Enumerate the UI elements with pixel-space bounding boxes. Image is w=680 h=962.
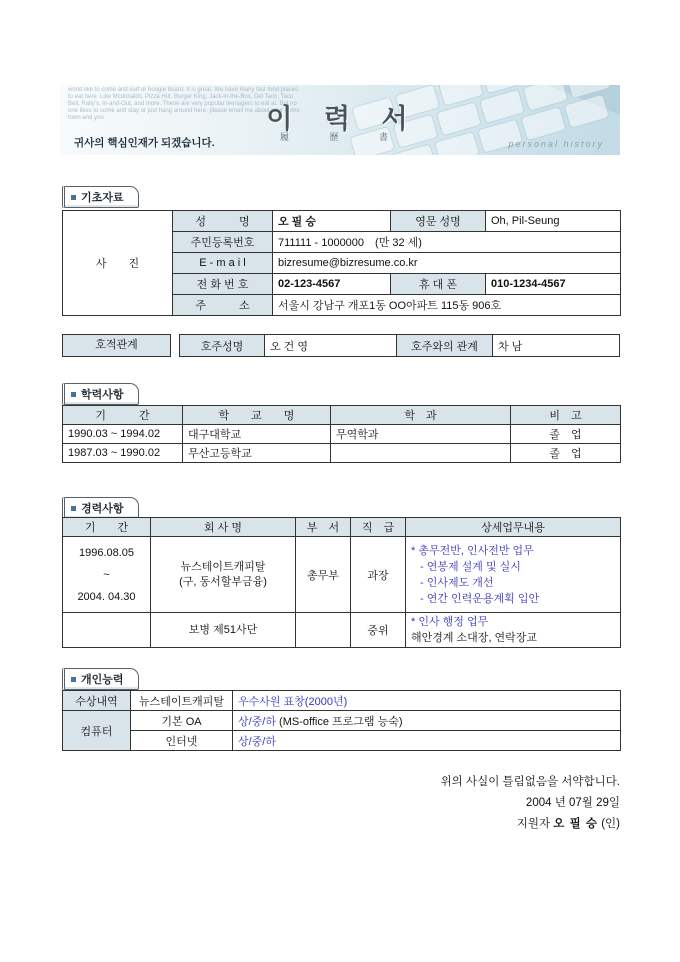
table-row — [180, 335, 620, 357]
career-period-line: ~ — [103, 568, 110, 581]
rrn-value: 711111 - 1000000 (만 32 세) — [273, 232, 621, 253]
table-row — [63, 444, 621, 463]
banner-slogan: 귀사의 핵심인재가 되겠습니다. — [74, 137, 215, 149]
edu-header-period: 기 간 — [63, 406, 183, 425]
career-period-line: 1996.08.05 — [78, 546, 135, 559]
resume-title: 이 력 서 — [266, 104, 414, 134]
resume-title-hanja: 履 歷 書 — [279, 132, 400, 142]
edu-header-note: 비 고 — [511, 406, 621, 425]
date-text: 2004 년 07월 29일 — [525, 797, 620, 809]
career-header-period: 기 간 — [63, 518, 151, 537]
table-row — [63, 537, 621, 613]
edu-major — [331, 444, 511, 463]
family-register-row — [62, 334, 620, 357]
bullet-icon — [71, 506, 76, 511]
career-detail — [406, 613, 621, 648]
edu-period: 1987.03 ~ 1990.02 — [63, 444, 183, 463]
edu-note: 졸 업 — [511, 444, 621, 463]
eng-name-label: 영문 성명 — [391, 211, 486, 232]
career-header-dept: 부 서 — [296, 518, 351, 537]
award-org: 뉴스테이트캐피탈 — [131, 691, 233, 711]
career-header-detail: 상세업무내용 — [406, 518, 621, 537]
phone-value: 02-123-4567 — [273, 274, 391, 295]
career-company — [151, 613, 296, 648]
career-detail-line: - 연간 인력운용계획 입안 — [420, 592, 540, 605]
edu-school: 무산고등학교 — [183, 444, 331, 463]
mobile-label: 휴 대 폰 — [391, 274, 486, 295]
career-rank: 중위 — [351, 613, 406, 648]
name-label: 성 명 — [173, 211, 273, 232]
address-value: 서울시 강남구 개포1동 OO아파트 115동 906호 — [273, 295, 621, 316]
internet-label: 인터넷 — [131, 731, 233, 751]
rrn-label: 주민등록번호 — [173, 232, 273, 253]
career-header-rank: 직 급 — [351, 518, 406, 537]
career-header-company: 회 사 명 — [151, 518, 296, 537]
email-value: bizresume@bizresume.co.kr — [273, 253, 621, 274]
career-company-line: (구, 동서할부금융) — [179, 575, 267, 588]
table-row — [63, 731, 621, 751]
banner-background-text: world like to come and surf or boogie board. It is great. We have many fast food places to eat here. Like Mcdonalds, Pizza Hut, Burger King, Jack-in-the-Box, Del Taco, Taco Bell, Rally's, In-and-Out, and more. These are very popular teenagers to eat at. But no one likes to come and stay or just hang around here, please email me about your home town and you — [68, 87, 300, 121]
ability-table — [62, 690, 621, 751]
head-name-value: 오 건 영 — [265, 335, 397, 357]
banner — [60, 85, 620, 155]
banner-watermark: personal history — [508, 139, 604, 149]
relation-label: 호주와의 관계 — [397, 335, 493, 357]
section-label-career-text: 경력사항 — [81, 503, 124, 515]
seal-text: (인) — [601, 818, 620, 830]
oa-note: (MS-office 프로그램 능숙) — [276, 715, 403, 728]
table-row — [63, 613, 621, 648]
footer — [62, 772, 620, 835]
mobile-value: 010-1234-4567 — [486, 274, 621, 295]
edu-header-school: 학 교 명 — [183, 406, 331, 425]
applicant-prefix: 지원자 — [516, 818, 551, 830]
pledge-text: 위의 사실이 틀림없음을 서약합니다. — [440, 776, 620, 788]
career-detail-line: * 총무전반, 인사전반 업무 — [411, 544, 534, 557]
photo-cell: 사 진 — [63, 211, 173, 316]
edu-major: 무역학과 — [331, 425, 511, 444]
computer-label: 컴퓨터 — [63, 711, 131, 751]
bullet-icon — [71, 677, 76, 682]
career-company-line: 보병 제51사단 — [188, 623, 258, 636]
phone-label: 전 화 번 호 — [173, 274, 273, 295]
award-desc: 우수사원 표창(2000년) — [233, 691, 621, 711]
career-dept: 총무부 — [296, 537, 351, 613]
basic-info-table — [62, 210, 621, 316]
career-detail-line: 해안경계 소대장, 연락장교 — [411, 632, 538, 644]
table-row — [63, 425, 621, 444]
career-table — [62, 517, 621, 648]
education-table — [62, 405, 621, 463]
edu-note: 졸 업 — [511, 425, 621, 444]
name-value: 오 필 승 — [273, 211, 391, 232]
oa-label: 기본 OA — [131, 711, 233, 731]
applicant-name: 오 필 승 — [553, 818, 599, 830]
section-label-basic — [62, 186, 139, 208]
bullet-icon — [71, 392, 76, 397]
table-header-row — [63, 406, 621, 425]
table-row — [63, 711, 621, 731]
career-company — [151, 537, 296, 613]
table-header-row — [63, 518, 621, 537]
section-label-basic-text: 기초자료 — [81, 192, 124, 204]
address-label: 주 소 — [173, 295, 273, 316]
career-period-line: 2004. 04.30 — [77, 590, 136, 603]
relation-value: 차 남 — [493, 335, 620, 357]
edu-period: 1990.03 ~ 1994.02 — [63, 425, 183, 444]
internet-value: 상/중/하 — [233, 731, 621, 751]
section-label-education — [62, 383, 139, 405]
career-detail — [406, 537, 621, 613]
edu-school: 대구대학교 — [183, 425, 331, 444]
career-period — [63, 537, 151, 613]
family-register-table — [179, 334, 620, 357]
career-company-line: 뉴스테이트캐피탈 — [180, 560, 266, 573]
table-row — [63, 211, 621, 232]
career-rank: 과장 — [351, 537, 406, 613]
table-row — [63, 691, 621, 711]
career-detail-line: - 연봉제 설계 및 실시 — [420, 560, 521, 573]
section-label-ability — [62, 668, 139, 690]
oa-value: 상/중/하 — [238, 715, 276, 728]
career-detail-line: - 인사제도 개선 — [420, 576, 494, 589]
award-label: 수상내역 — [63, 691, 131, 711]
eng-name-value: Oh, Pil-Seung — [486, 211, 621, 232]
edu-header-major: 학 과 — [331, 406, 511, 425]
oa-value-cell — [233, 711, 621, 731]
section-label-ability-text: 개인능력 — [81, 674, 124, 686]
family-register-label: 호적관계 — [62, 334, 171, 357]
head-name-label: 호주성명 — [180, 335, 265, 357]
section-label-career — [62, 497, 139, 519]
career-dept — [296, 613, 351, 648]
career-period — [63, 613, 151, 648]
applicant-line — [62, 814, 620, 835]
bullet-icon — [71, 195, 76, 200]
career-detail-line: * 인사 행정 업무 — [411, 616, 489, 628]
email-label: E - m a i l — [173, 253, 273, 274]
section-label-education-text: 학력사항 — [81, 389, 124, 401]
